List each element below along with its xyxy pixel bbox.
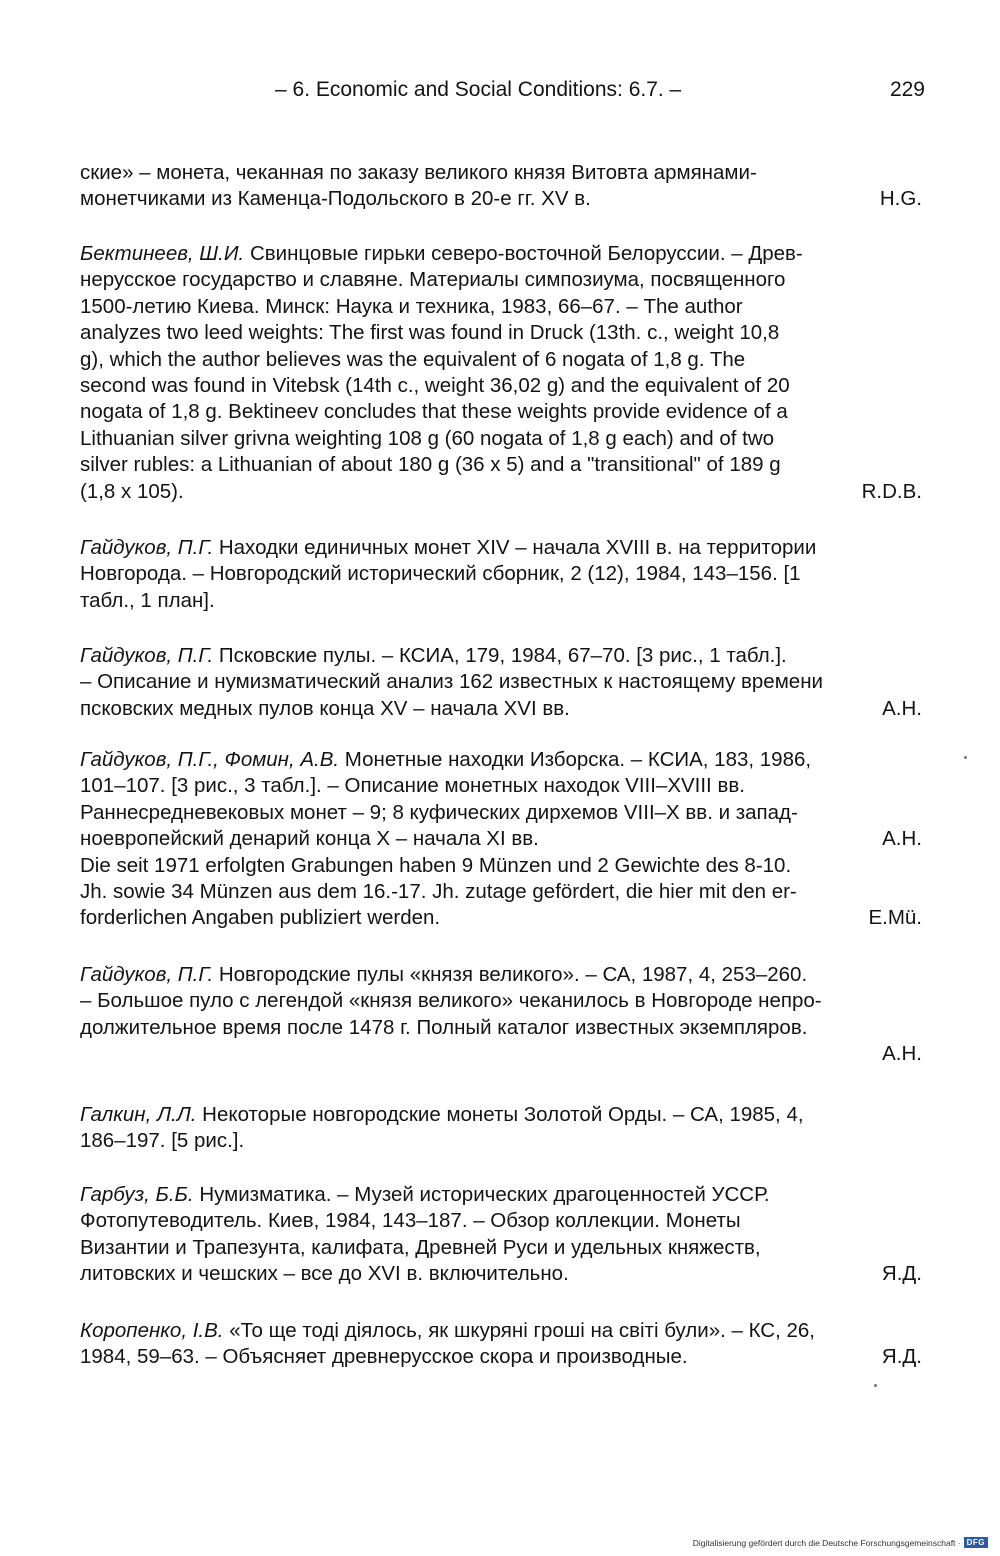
entry-line: монетчиками из Каменца-Подольского в 20-е гг. XV в. <box>80 187 591 211</box>
entry-line: ноевропейский денарий конца X – начала XI вв. <box>80 827 539 851</box>
reviewer-signature: Я.Д. <box>881 1262 922 1286</box>
bibliography-entry <box>80 1102 922 1155</box>
entry-line: Новгорода. – Новгородский исторический сборник, 2 (12), 1984, 143–156. [1 <box>80 562 801 586</box>
footer-text: Digitalisierung gefördert durch die Deutsche Forschungsgemeinschaft · <box>692 1537 961 1548</box>
entry-author: Гайдуков, П.Г. <box>80 963 214 986</box>
entry-line: (1,8 x 105). <box>80 479 184 503</box>
entry-line: silver rubles: a Lithuanian of about 180 g (36 x 5) and a "transitional" of 189 g <box>80 453 781 477</box>
entry-line: Die seit 1971 erfolgten Grabungen haben 9 Münzen und 2 Gewichte des 8-10. <box>80 853 792 877</box>
entry-line-with-signature <box>80 826 922 852</box>
entry-line: Бектинеев, Ш.И. Свинцовые гирьки северо-восточной Белоруссии. – Древ- <box>80 242 803 265</box>
entry-line: g), which the author believes was the equivalent of 6 nogata of 1,8 g. The <box>80 347 746 371</box>
running-title: – 6. Economic and Social Conditions: 6.7. – <box>275 78 682 101</box>
entry-line: second was found in Vitebsk (14th c., weight 36,02 g) and the equivalent of 20 <box>80 373 790 397</box>
entry-author: Гарбуз, Б.Б. <box>80 1183 194 1206</box>
entry-line: должительное время после 1478 г. Полный каталог известных экземпляров. <box>80 1015 808 1039</box>
bibliography-entry <box>80 1318 922 1371</box>
entry-line: Lithuanian silver grivna weighting 108 g (60 nogata of 1,8 g each) and of two <box>80 426 775 450</box>
reviewer-signature: Я.Д. <box>881 1345 922 1369</box>
entry-line: analyzes two leed weights: The first was found in Druck (13th. c., weight 10,8 <box>80 321 780 345</box>
entry-line: Коропенко, І.В. «То ще тоді діялось, як шкуряні гроші на світі були». – КС, 26, <box>80 1319 815 1342</box>
entry-line: 1500-летию Киева. Минск: Наука и техника, 1983, 66–67. – The author <box>80 294 743 318</box>
entry-line: Гайдуков, П.Г. Новгородские пулы «князя великого». – СА, 1987, 4, 253–260. <box>80 963 808 986</box>
entry-author: Гайдуков, П.Г. <box>80 536 214 559</box>
entry-line: литовских и чешских – все до XVI в. включительно. <box>80 1262 569 1286</box>
entry-line: – Большое пуло с легендой «князя великого» чеканилось в Новгороде непро- <box>80 989 822 1013</box>
entry-line: Фотопутеводитель. Киев, 1984, 143–187. – Обзор коллекции. Монеты <box>80 1209 741 1233</box>
entry-line: ские» – монета, чеканная по заказу великого князя Витовта армянами- <box>80 161 757 184</box>
entry-line: Раннесредневековых монет – 9; 8 куфических дирхемов VIII–X вв. и запад- <box>80 800 798 824</box>
bibliography-entry <box>80 1182 922 1288</box>
digitization-footer <box>693 1537 988 1548</box>
entry-line: 1984, 59–63. – Объясняет древнерусское скора и производные. <box>80 1345 688 1369</box>
entry-line: Гайдуков, П.Г. Псковские пулы. – КСИА, 179, 1984, 67–70. [3 рис., 1 табл.]. <box>80 644 787 667</box>
entry-line: Гайдуков, П.Г., Фомин, А.В. Монетные находки Изборска. – КСИА, 183, 1986, <box>80 748 812 771</box>
entry-author: Гайдуков, П.Г., Фомин, А.В. <box>80 748 340 771</box>
entry-line-with-signature <box>80 696 922 722</box>
entry-line: Византии и Трапезунта, калифата, Древней Руси и удельных княжеств, <box>80 1235 761 1259</box>
entry-line: Галкин, Л.Л. Некоторые новгородские монеты Золотой Орды. – СА, 1985, 4, <box>80 1103 804 1126</box>
entry-line: Гарбуз, Б.Б. Нумизматика. – Музей исторических драгоценностей УССР. <box>80 1183 770 1206</box>
entry-line: псковских медных пулов конца XV – начала XVI вв. <box>80 696 570 720</box>
page-number: 229 <box>889 78 925 101</box>
reviewer-signature: E.Mü. <box>868 906 922 930</box>
bibliography-entry <box>80 535 922 614</box>
scan-speck <box>874 1384 877 1387</box>
reviewer-signature: A.H. <box>882 827 922 851</box>
bibliography-entry <box>80 643 922 722</box>
dfg-logo: DFG <box>964 1537 988 1548</box>
entry-line: табл., 1 план]. <box>80 588 215 612</box>
entry-line: – Описание и нумизматический анализ 162 известных к настоящему времени <box>80 670 823 694</box>
reviewer-signature: A.H. <box>882 696 922 720</box>
reviewer-signature: H.G. <box>879 187 922 211</box>
entry-line: Гайдуков, П.Г. Находки единичных монет XIV – начала XVIII в. на территории <box>80 536 817 559</box>
bibliography-entry <box>80 241 922 505</box>
running-head <box>80 76 925 108</box>
reviewer-signature: A.H. <box>882 1042 922 1066</box>
scan-speck <box>964 756 967 759</box>
bibliography-entry <box>80 160 922 213</box>
bibliography-entry <box>80 747 922 932</box>
entry-line: nogata of 1,8 g. Bektineev concludes that these weights provide evidence of a <box>80 400 788 424</box>
entry-line-with-signature <box>80 479 922 505</box>
reviewer-signature: R.D.B. <box>861 479 922 503</box>
entry-author: Гайдуков, П.Г. <box>80 644 214 667</box>
entry-line: 101–107. [3 рис., 3 табл.]. – Описание монетных находок VIII–XVIII вв. <box>80 774 745 798</box>
entry-line-with-signature <box>80 905 922 931</box>
entry-author: Коропенко, І.В. <box>80 1319 224 1342</box>
entry-line: 186–197. [5 рис.]. <box>80 1129 245 1153</box>
entry-line-with-signature <box>80 1344 922 1370</box>
entry-author: Бектинеев, Ш.И. <box>80 242 245 265</box>
entry-line-with-signature <box>80 186 922 212</box>
entry-line: нерусское государство и славяне. Материалы симпозиума, посвященного <box>80 268 786 292</box>
entry-line-with-signature <box>80 1261 922 1287</box>
entry-author: Галкин, Л.Л. <box>80 1103 197 1126</box>
entry-line: Jh. sowie 34 Münzen aus dem 16.-17. Jh. zutage gefördert, die hier mit den er- <box>80 879 797 903</box>
bibliography-entry <box>80 962 922 1068</box>
entry-line: forderlichen Angaben publiziert werden. <box>80 906 441 930</box>
